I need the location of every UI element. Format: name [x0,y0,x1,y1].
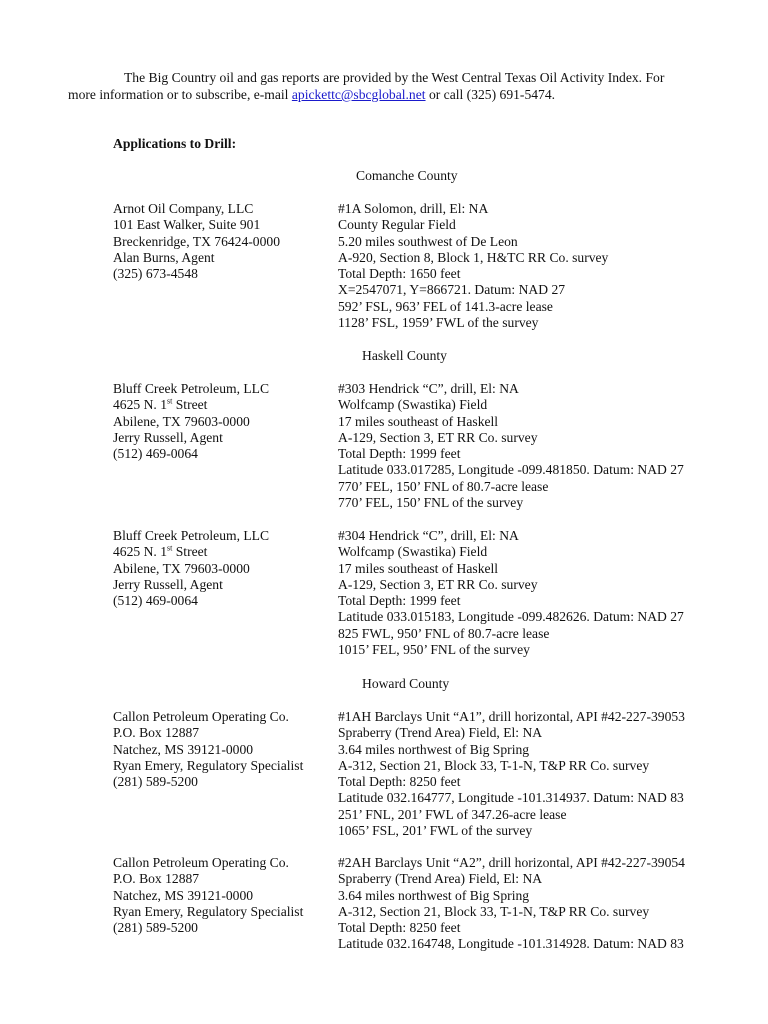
well-lease: 251’ FNL, 201’ FWL of 347.26-acre lease [338,806,567,822]
operator-city: Abilene, TX 79603-0000 [113,560,250,576]
well-coords: Latitude 033.017285, Longitude -099.481850. Datum: NAD 27 [338,462,684,478]
well-survey-location: 1015’ FEL, 950’ FNL of the survey [338,642,530,658]
operator-street: 4625 N. 1st Street [113,543,208,560]
well-name: #2AH Barclays Unit “A2”, drill horizontal, API #42-227-39054 [338,855,685,870]
well-distance: 3.64 miles northwest of Big Spring [338,887,530,903]
well-lease: 592’ FSL, 963’ FEL of 141.3-acre lease [338,298,553,314]
well-name: #303 Hendrick “C”, drill, El: NA [338,381,519,396]
operator-street: 101 East Walker, Suite 901 [113,217,261,233]
intro-text-end: or call (325) 691-5474. [425,87,556,102]
well-lease: 825 FWL, 950’ FNL of 80.7-acre lease [338,625,550,641]
well-depth: Total Depth: 1999 feet [338,446,461,462]
well-survey: A-129, Section 3, ET RR Co. survey [338,576,538,592]
operator-agent: Ryan Emery, Regulatory Specialist [113,757,304,773]
well-survey: A-312, Section 21, Block 33, T-1-N, T&P RR Co. survey [338,757,650,773]
operator-city: Breckenridge, TX 76424-0000 [113,233,280,249]
intro-text-start: more information or to subscribe, e-mail [68,87,292,102]
well-survey: A-312, Section 21, Block 33, T-1-N, T&P RR Co. survey [338,903,650,919]
well-depth: Total Depth: 1999 feet [338,593,461,609]
intro-paragraph [68,69,728,103]
well-coords: Latitude 033.015183, Longitude -099.482626. Datum: NAD 27 [338,609,684,625]
operator-name: Callon Petroleum Operating Co. [113,855,289,870]
operator-block [113,855,333,936]
well-survey: A-920, Section 8, Block 1, H&TC RR Co. survey [338,249,609,265]
operator-city: Natchez, MS 39121-0000 [113,887,254,903]
operator-agent: Ryan Emery, Regulatory Specialist [113,903,304,919]
well-lease: 770’ FEL, 150’ FNL of 80.7-acre lease [338,478,549,494]
well-survey-location: 770’ FEL, 150’ FNL of the survey [338,495,524,511]
operator-city: Abilene, TX 79603-0000 [113,413,250,429]
well-survey: A-129, Section 3, ET RR Co. survey [338,429,538,445]
well-block [338,709,738,839]
operator-agent: Jerry Russell, Agent [113,576,223,592]
operator-phone: (325) 673-4548 [113,266,198,282]
well-coords: Latitude 032.164748, Longitude -101.314928. Datum: NAD 83 [338,936,684,952]
well-block [338,855,738,953]
well-survey-location: 1065’ FSL, 201’ FWL of the survey [338,823,533,839]
county-heading-comanche: Comanche County [356,168,458,183]
operator-name: Bluff Creek Petroleum, LLC [113,528,270,543]
operator-block [113,381,333,462]
well-field: Spraberry (Trend Area) Field, El: NA [338,871,543,887]
well-field: County Regular Field [338,217,456,233]
county-heading-howard: Howard County [362,676,450,691]
operator-agent: Alan Burns, Agent [113,249,215,265]
well-field: Wolfcamp (Swastika) Field [338,397,488,413]
well-block [338,528,738,658]
operator-name: Bluff Creek Petroleum, LLC [113,381,270,396]
email-link[interactable]: apickettc@sbcglobal.net [291,87,426,102]
county-heading-haskell: Haskell County [362,348,447,363]
well-distance: 17 miles southeast of Haskell [338,560,499,576]
well-distance: 5.20 miles southwest of De Leon [338,233,518,249]
well-block [338,201,738,331]
operator-street: P.O. Box 12887 [113,871,200,887]
operator-phone: (281) 589-5200 [113,920,198,936]
well-survey-location: 1128’ FSL, 1959’ FWL of the survey [338,315,539,331]
well-name: #304 Hendrick “C”, drill, El: NA [338,528,519,543]
operator-phone: (512) 469-0064 [113,446,198,462]
well-distance: 3.64 miles northwest of Big Spring [338,741,530,757]
well-depth: Total Depth: 8250 feet [338,774,461,790]
operator-block [113,528,333,609]
well-depth: Total Depth: 1650 feet [338,266,461,282]
operator-street: P.O. Box 12887 [113,725,200,741]
operator-name: Callon Petroleum Operating Co. [113,709,289,724]
well-name: #1A Solomon, drill, El: NA [338,201,489,216]
operator-block [113,709,333,790]
well-field: Wolfcamp (Swastika) Field [338,544,488,560]
operator-name: Arnot Oil Company, LLC [113,201,254,216]
well-field: Spraberry (Trend Area) Field, El: NA [338,725,543,741]
well-distance: 17 miles southeast of Haskell [338,413,499,429]
well-name: #1AH Barclays Unit “A1”, drill horizontal, API #42-227-39053 [338,709,685,724]
applications-heading: Applications to Drill: [113,136,237,151]
operator-agent: Jerry Russell, Agent [113,429,223,445]
operator-block [113,201,333,282]
operator-phone: (512) 469-0064 [113,593,198,609]
well-block [338,381,738,511]
well-coords: X=2547071, Y=866721. Datum: NAD 27 [338,282,566,298]
intro-text-line2 [68,86,728,103]
intro-text-line1: The Big Country oil and gas reports are provided by the West Central Texas Oil Activity Index. For [124,70,665,85]
operator-phone: (281) 589-5200 [113,774,198,790]
operator-street: 4625 N. 1st Street [113,396,208,413]
operator-city: Natchez, MS 39121-0000 [113,741,254,757]
well-depth: Total Depth: 8250 feet [338,920,461,936]
well-coords: Latitude 032.164777, Longitude -101.314937. Datum: NAD 83 [338,790,684,806]
